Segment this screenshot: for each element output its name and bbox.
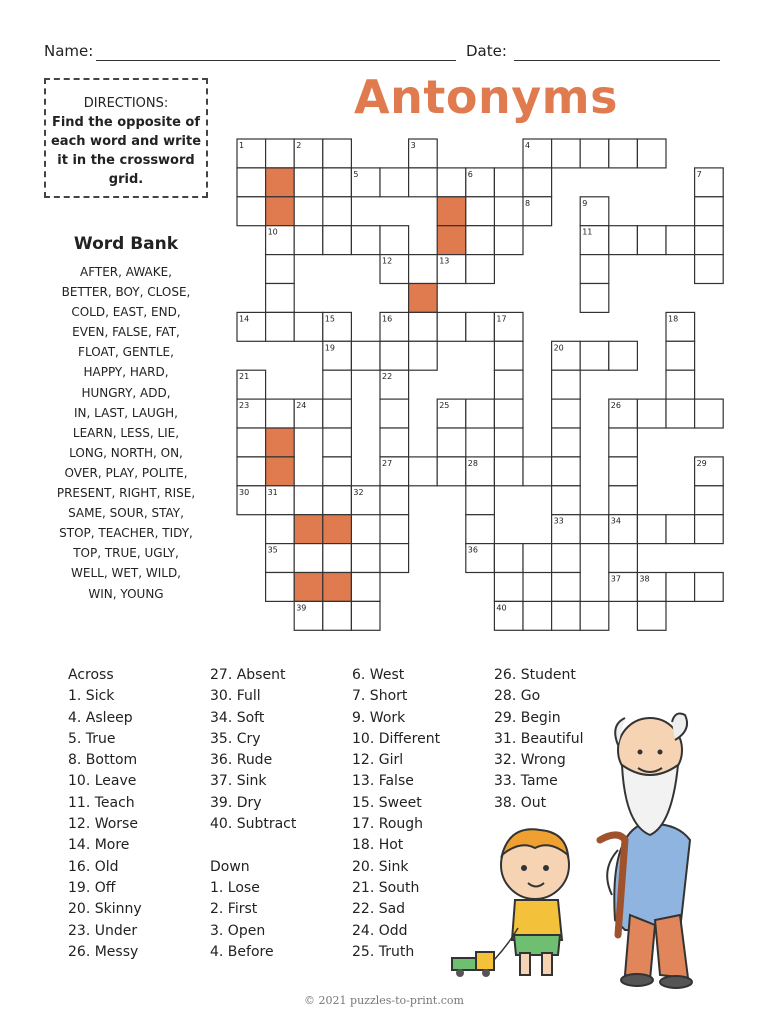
grid-cell[interactable]	[409, 312, 438, 341]
grid-cell[interactable]	[666, 341, 695, 370]
grid-clue-number: 25	[439, 401, 450, 411]
grid-cell[interactable]	[609, 139, 638, 168]
clue-section-heading: Across	[68, 667, 114, 683]
grid-cell[interactable]	[637, 226, 666, 255]
grid-cell[interactable]	[380, 226, 409, 255]
grid-cell[interactable]	[294, 168, 323, 197]
grid-clue-number: 24	[296, 401, 307, 411]
grid-cell[interactable]	[323, 139, 352, 168]
grid-cell[interactable]	[409, 255, 438, 284]
grid-clue-number: 6	[467, 169, 473, 179]
word-bank-line: STOP, TEACHER, TIDY,	[59, 526, 193, 541]
clue-item: 12. Worse	[68, 816, 138, 833]
grid-cell[interactable]	[695, 255, 724, 284]
grid-cell-shaded	[294, 515, 323, 544]
toy-truck	[452, 928, 518, 977]
grid-cell[interactable]	[580, 515, 609, 544]
grid-clue-number: 35	[267, 545, 278, 555]
grid-cell[interactable]	[494, 341, 523, 370]
word-bank-line: OVER, PLAY, POLITE,	[64, 465, 188, 480]
grid-cell[interactable]	[466, 312, 495, 341]
grid-cell[interactable]	[494, 168, 523, 197]
grid-cell[interactable]	[266, 139, 295, 168]
grid-cell[interactable]	[323, 601, 352, 630]
grid-cell[interactable]	[637, 399, 666, 428]
clue-item: 20. Sink	[352, 858, 409, 875]
word-bank-line: COLD, EAST, END,	[71, 305, 181, 320]
clue-item: 9. Work	[352, 709, 406, 726]
clue-item: 10. Different	[352, 730, 441, 747]
clue-item: 38. Out	[494, 794, 547, 811]
grid-cell[interactable]	[266, 312, 295, 341]
grid-cell[interactable]	[494, 226, 523, 255]
grid-cell[interactable]	[609, 341, 638, 370]
grid-cell[interactable]	[351, 601, 380, 630]
grid-cell[interactable]	[695, 515, 724, 544]
clue-item: 29. Begin	[494, 709, 561, 726]
clue-item: 26. Student	[494, 667, 576, 683]
clue-item: 25. Truth	[352, 943, 415, 960]
clue-item: 5. True	[68, 730, 116, 747]
grid-clue-number: 7	[696, 169, 702, 179]
grid-cell[interactable]	[637, 515, 666, 544]
grid-cell[interactable]	[523, 601, 552, 630]
clue-item: 2. First	[210, 901, 258, 918]
grid-cell[interactable]	[466, 255, 495, 284]
grid-cell[interactable]	[351, 341, 380, 370]
grid-cell[interactable]	[666, 515, 695, 544]
grid-cell[interactable]	[323, 226, 352, 255]
clue-item: 23. Under	[68, 922, 138, 939]
grid-cell[interactable]	[466, 515, 495, 544]
grid-clue-number: 28	[467, 458, 478, 468]
grid-cell-shaded	[437, 226, 466, 255]
grid-clue-number: 29	[696, 458, 707, 468]
grid-cell[interactable]	[523, 544, 552, 573]
date-label: Date:	[466, 42, 507, 60]
word-bank-line: LONG, NORTH, ON,	[69, 445, 183, 460]
grid-clue-number: 14	[239, 314, 250, 324]
grid-cell[interactable]	[237, 457, 266, 486]
grid-cell[interactable]	[695, 399, 724, 428]
grid-cell[interactable]	[437, 457, 466, 486]
grid-cell[interactable]	[609, 544, 638, 573]
grid-cell[interactable]	[351, 573, 380, 602]
grid-cell[interactable]	[695, 226, 724, 255]
grid-cell[interactable]	[552, 399, 581, 428]
word-bank-line: HAPPY, HARD,	[83, 365, 169, 380]
grid-clue-number: 2	[296, 141, 302, 150]
grid-cell[interactable]	[380, 428, 409, 457]
word-bank-line: LEARN, LESS, LIE,	[72, 425, 180, 440]
clue-column-3	[352, 665, 440, 963]
grid-clue-number: 18	[668, 314, 679, 324]
clue-item: 39. Dry	[210, 794, 262, 811]
grid-cell[interactable]	[437, 168, 466, 197]
grid-cell[interactable]	[266, 255, 295, 284]
word-bank-line: IN, LAST, LAUGH,	[74, 405, 178, 420]
grid-cell[interactable]	[380, 399, 409, 428]
grid-cell[interactable]	[552, 370, 581, 399]
clue-item: 4. Before	[210, 943, 274, 960]
grid-cell[interactable]	[580, 284, 609, 313]
grid-cell[interactable]	[294, 312, 323, 341]
grid-cell[interactable]	[409, 168, 438, 197]
grid-cell[interactable]	[409, 457, 438, 486]
cane	[600, 835, 625, 935]
grid-clue-number: 13	[439, 256, 450, 266]
clue-item: 22. Sad	[352, 901, 406, 918]
grid-clue-number: 19	[324, 343, 335, 353]
grid-clue-number: 12	[382, 256, 393, 266]
grid-clue-number: 1	[239, 141, 245, 150]
grid-cell[interactable]	[437, 428, 466, 457]
grid-cell[interactable]	[523, 457, 552, 486]
clue-item: 28. Go	[494, 688, 541, 705]
grid-cell[interactable]	[294, 544, 323, 573]
clue-item: 40. Subtract	[210, 816, 297, 833]
grid-cell[interactable]	[294, 226, 323, 255]
grid-cell-shaded	[437, 197, 466, 226]
grid-cell[interactable]	[466, 197, 495, 226]
grid-clue-number: 32	[353, 487, 364, 497]
grid-cell[interactable]	[494, 544, 523, 573]
clue-item: 4. Asleep	[68, 709, 133, 726]
grid-cell-shaded	[294, 573, 323, 602]
grid-cell[interactable]	[552, 139, 581, 168]
grid-cell[interactable]	[494, 428, 523, 457]
grid-cell[interactable]	[637, 139, 666, 168]
clue-item: 24. Odd	[352, 922, 408, 939]
grid-cell[interactable]	[609, 457, 638, 486]
grid-clue-number: 38	[639, 574, 650, 584]
clue-item: 32. Wrong	[494, 752, 566, 769]
grid-clue-number: 3	[410, 141, 416, 150]
clue-item: 36. Rude	[210, 752, 273, 769]
grid-clue-number: 16	[382, 314, 393, 324]
grid-cell[interactable]	[351, 226, 380, 255]
grid-clue-number: 33	[553, 516, 564, 526]
clue-item: 11. Teach	[68, 794, 135, 811]
clue-item: 33. Tame	[494, 773, 558, 790]
word-bank-line: PRESENT, RIGHT, RISE,	[56, 486, 196, 501]
grid-cell[interactable]	[237, 197, 266, 226]
grid-cell[interactable]	[523, 168, 552, 197]
grid-cell[interactable]	[380, 341, 409, 370]
grid-cell[interactable]	[466, 399, 495, 428]
word-bank-line: EVEN, FALSE, FAT,	[72, 325, 180, 340]
word-bank-line: WIN, YOUNG	[88, 586, 164, 601]
grid-cell[interactable]	[380, 515, 409, 544]
clue-item: 30. Full	[210, 688, 261, 705]
grid-clue-number: 36	[467, 545, 478, 555]
clue-item: 1. Sick	[68, 688, 115, 705]
word-bank-line: FLOAT, GENTLE,	[78, 345, 174, 360]
clue-item: 20. Skinny	[68, 901, 142, 918]
grid-cell-shaded	[266, 168, 295, 197]
clue-item: 12. Girl	[352, 752, 404, 769]
clue-item: 15. Sweet	[352, 794, 422, 811]
grid-cell[interactable]	[695, 573, 724, 602]
word-bank-line: BETTER, BOY, CLOSE,	[61, 285, 191, 300]
grid-cell[interactable]	[552, 428, 581, 457]
grid-cell[interactable]	[637, 601, 666, 630]
clue-column-2	[210, 665, 296, 963]
grid-cell[interactable]	[266, 573, 295, 602]
directions-text: Find the opposite of each word and write it in the crossword grid.	[50, 115, 202, 187]
grid-cell[interactable]	[695, 197, 724, 226]
clue-item: 37. Sink	[210, 773, 267, 790]
word-bank-line: HUNGRY, ADD,	[81, 385, 171, 400]
word-bank-line: AFTER, AWAKE,	[79, 265, 172, 279]
clue-item: 8. Bottom	[68, 752, 138, 769]
grid-cell[interactable]	[552, 486, 581, 515]
grid-cell[interactable]	[666, 573, 695, 602]
grid-clue-number: 22	[382, 372, 393, 382]
grid-cell[interactable]	[580, 341, 609, 370]
grid-clue-number: 17	[496, 314, 507, 324]
clue-item: 3. Open	[210, 922, 266, 939]
grid-cell[interactable]	[466, 486, 495, 515]
grid-cell[interactable]	[695, 486, 724, 515]
grid-cell[interactable]	[666, 370, 695, 399]
child-figure	[501, 829, 569, 975]
grid-cell[interactable]	[494, 573, 523, 602]
clue-item: 6. West	[352, 667, 405, 683]
directions-heading: DIRECTIONS:	[83, 96, 169, 111]
clue-item: 31. Beautiful	[494, 730, 584, 747]
grid-cell[interactable]	[552, 544, 581, 573]
grid-cell[interactable]	[323, 197, 352, 226]
grid-cell[interactable]	[609, 226, 638, 255]
grid-cell[interactable]	[552, 601, 581, 630]
grid-clue-number: 23	[239, 401, 250, 411]
clue-column-1	[68, 665, 142, 963]
word-bank-title: Word Bank	[73, 234, 179, 254]
grid-clue-number: 20	[553, 343, 564, 353]
grid-clue-number: 37	[610, 574, 621, 584]
clue-item: 27. Absent	[210, 667, 286, 683]
grid-clue-number: 15	[324, 314, 335, 324]
clue-item: 19. Off	[68, 879, 116, 896]
word-bank-line: SAME, SOUR, STAY,	[68, 506, 184, 521]
grid-clue-number: 27	[382, 458, 393, 468]
grid-cell[interactable]	[580, 139, 609, 168]
grid-cell[interactable]	[580, 601, 609, 630]
grid-cell-shaded	[266, 428, 295, 457]
grid-cell[interactable]	[266, 515, 295, 544]
grid-cell[interactable]	[323, 399, 352, 428]
grid-clue-number: 31	[267, 487, 278, 497]
grid-clue-number: 34	[610, 516, 621, 526]
grid-cell[interactable]	[323, 168, 352, 197]
grid-cell-shaded	[323, 573, 352, 602]
grid-cell[interactable]	[494, 457, 523, 486]
grid-cell[interactable]	[323, 486, 352, 515]
grid-cell-shaded	[323, 515, 352, 544]
grid-cell[interactable]	[580, 255, 609, 284]
grid-cell[interactable]	[323, 544, 352, 573]
name-label: Name:	[44, 42, 94, 60]
grid-cell[interactable]	[666, 399, 695, 428]
clue-item	[210, 835, 296, 856]
grid-cell[interactable]	[409, 341, 438, 370]
clue-item: 7. Short	[352, 688, 408, 705]
grid-cell[interactable]	[237, 428, 266, 457]
copyright-footer: © 2021 puzzles-to-print.com	[304, 994, 464, 1007]
grid-clue-number: 4	[525, 141, 531, 150]
clue-item: 18. Hot	[352, 837, 404, 854]
clue-item: 10. Leave	[68, 773, 137, 790]
grid-clue-number: 8	[525, 198, 531, 208]
grid-cell[interactable]	[494, 370, 523, 399]
clue-item: 26. Messy	[68, 943, 139, 960]
grid-cell[interactable]	[609, 486, 638, 515]
grid-cell-shaded	[266, 457, 295, 486]
grid-cell[interactable]	[294, 486, 323, 515]
grid-clue-number: 5	[353, 169, 359, 179]
old-man-figure	[607, 714, 692, 988]
word-bank-line: TOP, TRUE, UGLY,	[73, 546, 179, 561]
grid-cell[interactable]	[266, 399, 295, 428]
grid-cell[interactable]	[552, 457, 581, 486]
grandpa-and-child-illustration	[440, 690, 740, 990]
clue-item: 13. False	[352, 773, 414, 790]
clue-item: 14. More	[68, 837, 130, 854]
grid-cell-shaded	[266, 197, 295, 226]
grid-cell[interactable]	[323, 428, 352, 457]
grid-cell[interactable]	[666, 226, 695, 255]
grid-cell[interactable]	[552, 573, 581, 602]
grid-cell[interactable]	[351, 544, 380, 573]
clue-section-heading: Down	[210, 858, 250, 875]
grid-clue-number: 26	[610, 401, 621, 411]
grid-clue-number: 39	[296, 603, 307, 613]
clue-item: 1. Lose	[210, 879, 260, 896]
grid-cell[interactable]	[380, 544, 409, 573]
grid-clue-number: 30	[239, 487, 250, 497]
clue-item: 35. Cry	[210, 730, 261, 747]
grid-cell[interactable]	[437, 312, 466, 341]
grid-cell[interactable]	[380, 168, 409, 197]
grid-cell[interactable]	[609, 428, 638, 457]
clue-item: 34. Soft	[210, 709, 265, 726]
grid-cell[interactable]	[323, 370, 352, 399]
grid-cell[interactable]	[466, 226, 495, 255]
clue-item: 17. Rough	[352, 816, 424, 833]
clue-item: 21. South	[352, 879, 420, 896]
grid-cell[interactable]	[237, 168, 266, 197]
grid-cell[interactable]	[494, 399, 523, 428]
grid-cell-shaded	[409, 284, 438, 313]
grid-cell[interactable]	[266, 284, 295, 313]
grid-clue-number: 11	[582, 227, 593, 237]
grid-clue-number: 10	[267, 227, 278, 237]
grid-cell[interactable]	[323, 457, 352, 486]
grid-clue-number: 40	[496, 603, 507, 613]
grid-clue-number: 9	[582, 198, 588, 208]
word-bank-line: WELL, WET, WILD,	[71, 566, 181, 581]
page-title: Antonyms	[354, 70, 618, 124]
clue-item: 16. Old	[68, 858, 119, 875]
grid-clue-number: 21	[239, 372, 250, 382]
grid-cell[interactable]	[380, 486, 409, 515]
